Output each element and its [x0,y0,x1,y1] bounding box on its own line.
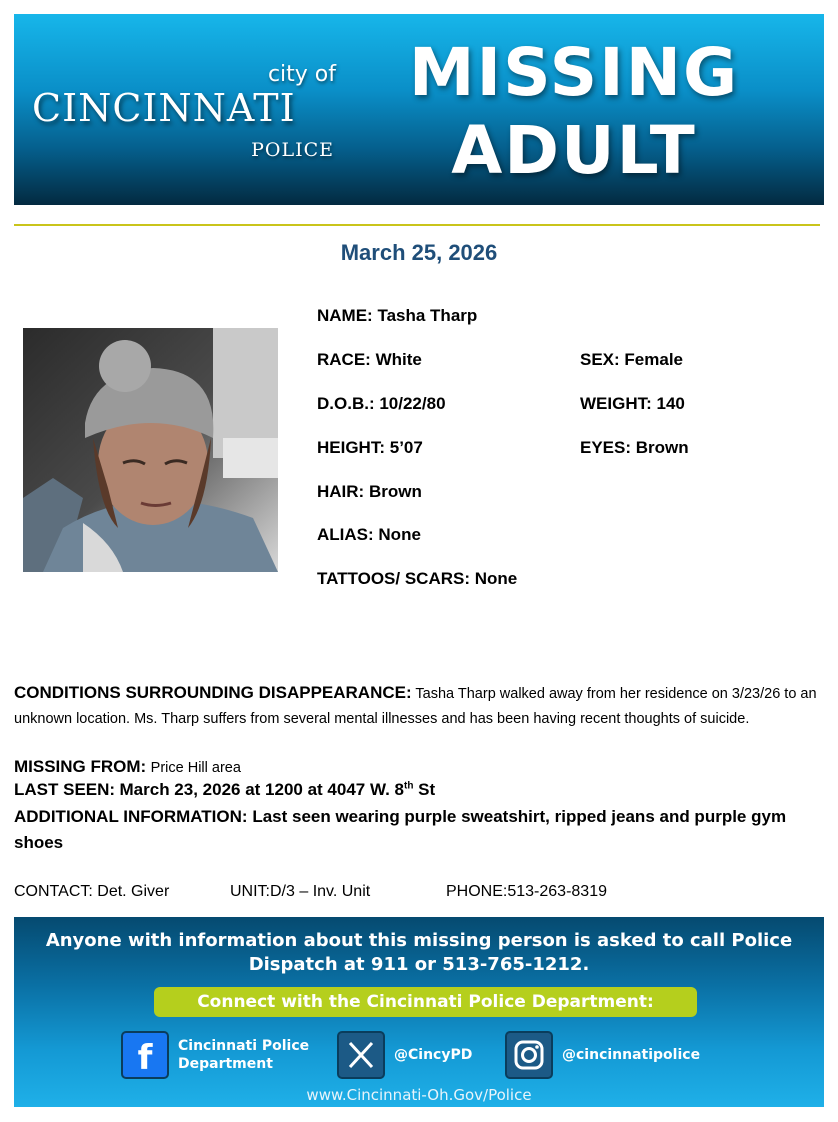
field-label: TATTOOS/ SCARS: [317,569,470,588]
x-icon[interactable] [337,1031,385,1079]
call-to-action-line1: Anyone with information about this missing person is asked to call Police [45,930,793,951]
call-to-action-line2: Dispatch at 911 or 513-765-1212. [248,954,590,975]
person-alias: None [378,525,421,544]
instagram-handle[interactable]: @cincinnatipolice [562,1047,701,1063]
last-seen-line [14,780,824,800]
divider-line [14,224,820,226]
person-hair: Brown [368,482,422,501]
person-sex: Female [624,350,684,369]
x-handle[interactable]: @CincyPD [394,1047,473,1063]
person-name: Tasha Tharp [377,306,478,325]
field-label: HAIR: [317,482,365,501]
field-label: EYES: [580,438,632,457]
last-seen-street: St [413,780,436,799]
conditions-section [14,680,824,732]
person-photo-illustration [23,328,278,572]
last-seen-ordinal: th [403,780,414,792]
contact-phone: PHONE:513-263-8319 [446,883,607,900]
field-label: ALIAS: [317,525,374,544]
missing-from-value: Price Hill area [150,760,241,776]
missing-from-line [14,757,824,777]
last-seen-label: LAST SEEN: [14,780,116,799]
field-race [317,350,422,370]
facebook-line1: Cincinnati Police [178,1038,310,1054]
field-tattoos [317,569,517,589]
field-weight [580,394,685,414]
footer-banner [14,917,824,1107]
field-label: WEIGHT: [580,394,652,413]
field-label: RACE: [317,350,371,369]
person-height: 5’07 [389,438,423,457]
contact-detective: CONTACT: Det. Giver [14,883,170,900]
header-banner [14,14,824,205]
person-tattoos: None [474,569,518,588]
website-link[interactable]: www.Cincinnati-Oh.Gov/Police [306,1086,532,1104]
logo-city-name: CINCINNATI [32,86,296,130]
title-missing: MISSING [408,34,740,111]
person-race: White [375,350,422,369]
title-adult: ADULT [451,112,697,189]
cincinnati-police-logo [14,14,344,205]
connect-banner: Connect with the Cincinnati Police Department: [154,987,697,1017]
field-hair [317,482,422,502]
logo-department: POLICE [251,139,334,161]
person-dob: 10/22/80 [379,394,446,413]
field-sex [580,350,683,370]
field-dob [317,394,446,414]
additional-info [14,804,824,856]
poster-title [354,14,794,205]
logo-city-of: city of [267,62,336,87]
field-label: SEX: [580,350,620,369]
poster-date: March 25, 2026 [340,240,498,265]
facebook-link[interactable] [178,1037,309,1073]
contact-unit: UNIT:D/3 – Inv. Unit [230,883,371,900]
conditions-text: Tasha Tharp walked away from her residence on 3/23/26 to an unknown location. Ms. Tharp suffers from several mental illnesses and has been having recent thoughts of suicide. [14,686,817,727]
field-name [317,306,477,326]
field-eyes [580,438,689,458]
conditions-label: CONDITIONS SURROUNDING DISAPPEARANCE: [14,683,412,702]
field-alias [317,525,421,545]
field-label: HEIGHT: [317,438,385,457]
last-seen-value: March 23, 2026 at 1200 at 4047 W. 8 [119,780,404,799]
person-eyes: Brown [635,438,689,457]
missing-person-photo [23,328,278,572]
instagram-icon[interactable] [505,1031,553,1079]
missing-from-label: MISSING FROM: [14,757,147,776]
call-to-action [14,929,824,977]
facebook-line2: Department [178,1056,273,1072]
additional-label: ADDITIONAL INFORMATION: [14,807,248,826]
additional-text: Last seen wearing purple sweatshirt, ripped jeans and purple gym shoes [14,807,787,852]
person-weight: 140 [656,394,685,413]
facebook-icon[interactable] [121,1031,169,1079]
field-label: D.O.B.: [317,394,375,413]
svg-text:f: f [137,1038,153,1077]
field-label: NAME: [317,306,373,325]
field-height [317,438,423,458]
